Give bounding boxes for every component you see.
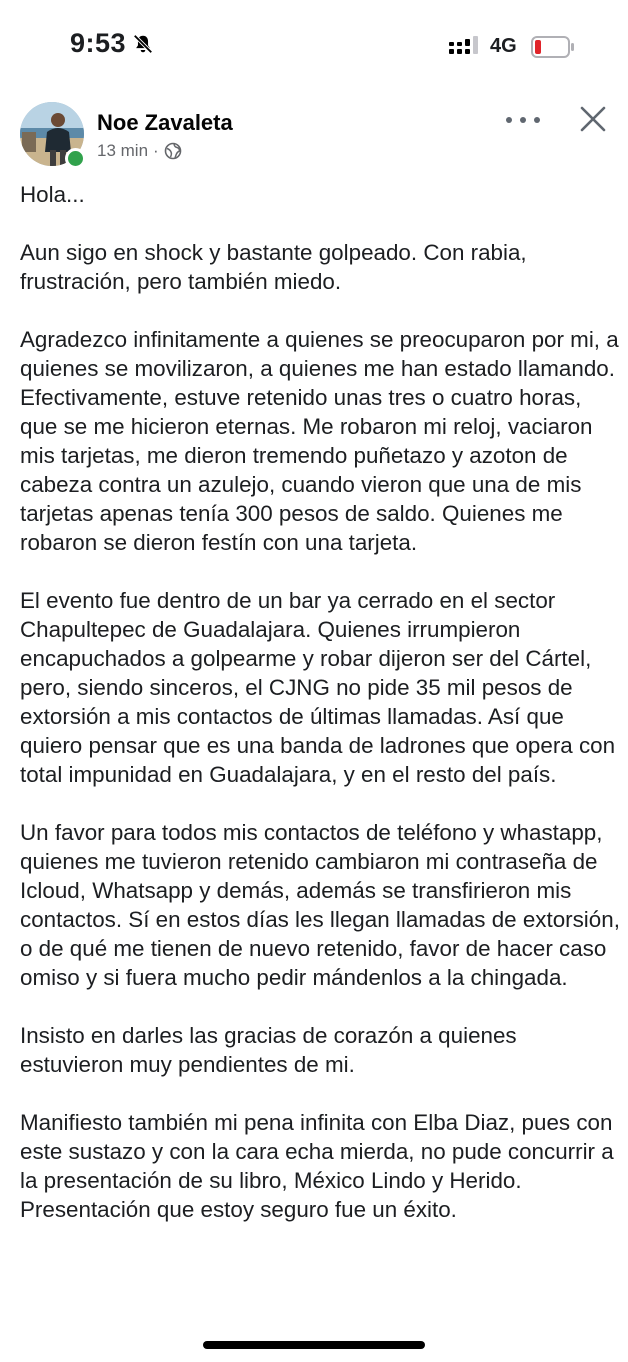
signal-icon (449, 36, 483, 56)
battery-low-icon (531, 36, 575, 58)
clock-text: 9:53 (70, 28, 127, 58)
bell-slash-icon (132, 33, 154, 55)
post-paragraph: Manifiesto también mi pena infinita con Elba Diaz, pues con este sustazo y con la cara echa mierda, no pude concurrir a la presentación de su libro, México Lindo y Herido. Presentación que estoy seguro fue un éxito. (20, 1110, 614, 1222)
post-paragraph: Hola... (20, 182, 85, 207)
status-bar (0, 0, 628, 92)
home-indicator[interactable] (203, 1341, 425, 1349)
post-paragraph: Un favor para todos mis contactos de teléfono y whastapp, quienes me tuvieron retenido cambiaron mi contraseña de Icloud, Whatsapp y demás, además se transfirieron mis contactos. Sí en estos días les llegan llamadas de extorsión, o de qué me tienen de nuevo retenido, favor de hacer caso omiso y si fuera mucho pedir mándenlos a la chingada. (20, 820, 620, 990)
post-meta (97, 141, 182, 161)
post-paragraph: Insisto en darles las gracias de corazón a quienes estuvieron muy pendientes de mi. (20, 1023, 517, 1077)
post-paragraph: Agradezco infinitamente a quienes se preocuparon por mi, a quienes se movilizaron, a quienes me han estado llamando. Efectivamente, estuve retenido unas tres o cuatro horas, que se me hicieron eternas. Me robaron mi reloj, vaciaron mis tarjetas, me dieron tremendo puñetazo y azoton de cabeza contra un azulejo, cuando vieron que una de mis tarjetas apenas tenía 300 pesos de saldo. Quienes me robaron se dieron festín con una tarjeta. (20, 327, 619, 555)
post-paragraph: El evento fue dentro de un bar ya cerrado en el sector Chapultepec de Guadalajara. Quienes irrumpieron encapuchados a golpearme y robar dijeron ser del Cártel, pero, siendo sinceros, el CJNG no pide 35 mil pesos de extorsión a mis contactos de últimas llamadas. Así que quiero pensar que es una banda de ladrones que opera con total impunidad en Guadalajara, y en el resto del país. (20, 588, 616, 787)
globe-icon[interactable] (164, 142, 182, 160)
online-status-dot (65, 148, 86, 169)
post-body (20, 180, 620, 1224)
more-options-icon[interactable] (506, 112, 540, 128)
author-name[interactable]: Noe Zavaleta (97, 110, 233, 135)
post-header (0, 98, 628, 178)
post-timestamp[interactable]: 13 min (97, 141, 149, 160)
post-paragraph: Aun sigo en shock y bastante golpeado. Con rabia, frustración, pero también miedo. (20, 240, 527, 294)
network-type: 4G (490, 35, 517, 57)
close-icon[interactable] (578, 104, 608, 134)
status-time (70, 28, 154, 59)
meta-separator: · (153, 141, 159, 160)
